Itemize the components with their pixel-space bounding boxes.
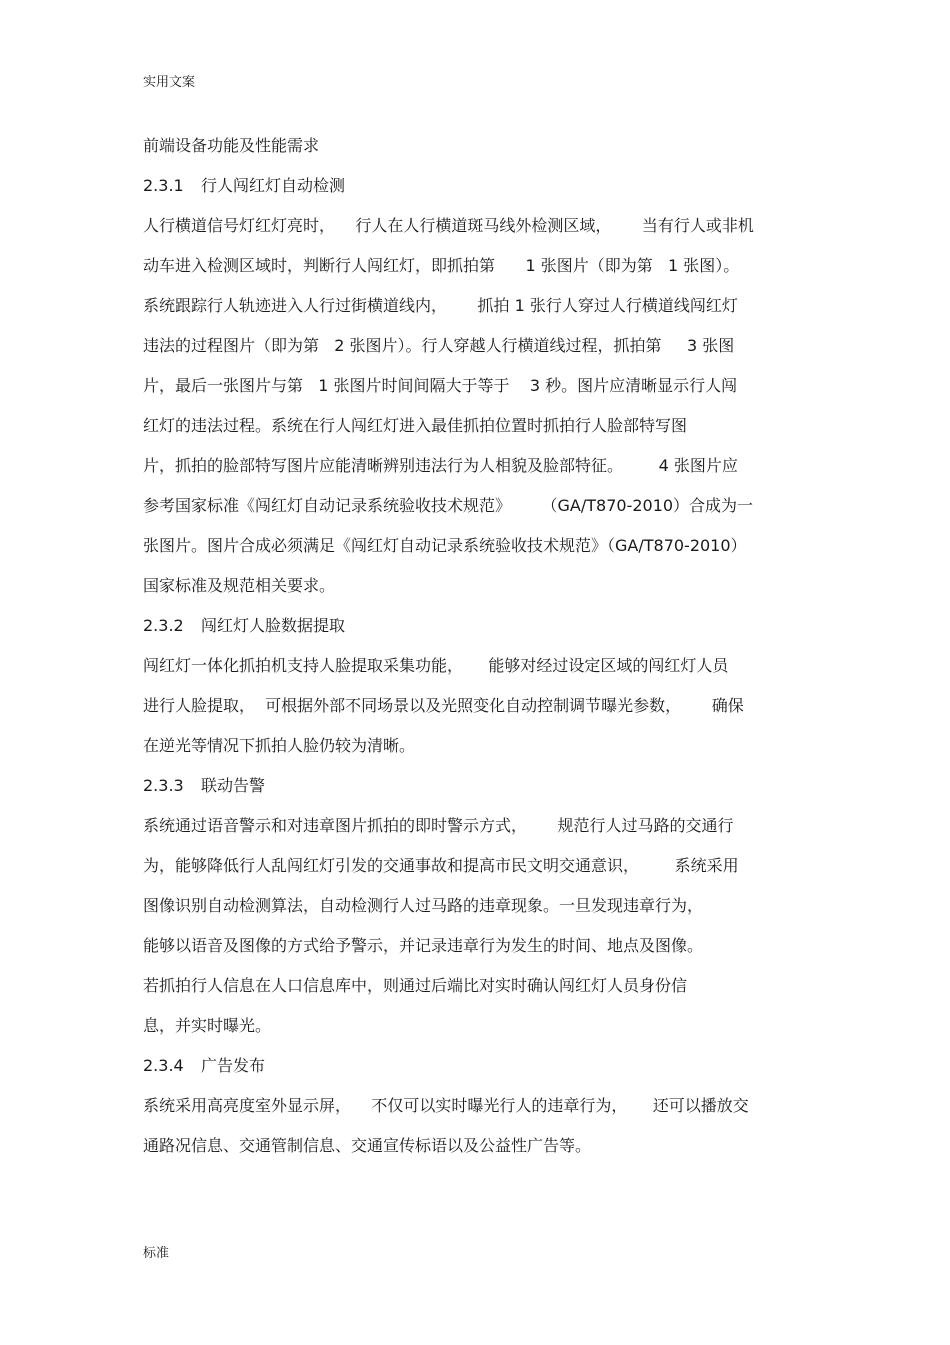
- paragraph-line: 图像识别自动检测算法，自动检测行人过马路的违章现象。一旦发现违章行为，: [143, 896, 704, 915]
- section-heading: [143, 166, 811, 206]
- section-number: 2.3.4: [143, 1056, 184, 1075]
- paragraph-line: 动车进入检测区域时，判断行人闯红灯，即抓拍第 1 张图片（即为第 1 张图）。: [143, 256, 740, 275]
- section-heading: [143, 766, 811, 806]
- section-title: 闯红灯人脸数据提取: [201, 616, 346, 635]
- page-header: 实用文案: [143, 75, 196, 90]
- sections-container: [143, 166, 811, 1166]
- section-heading: [143, 1046, 811, 1086]
- paragraph-line: 在逆光等情况下抓拍人脸仍较为清晰。: [143, 736, 416, 755]
- paragraph-line: 违法的过程图片（即为第 2 张图片）。行人穿越人行横道线过程，抓拍第 3 张图: [143, 336, 735, 355]
- paragraph-line: 系统跟踪行人轨迹进入人行过街横道线内， 抓拍 1 张行人穿过人行横道线闯红灯: [143, 296, 738, 315]
- paragraph-line: 国家标准及规范相关要求。: [143, 576, 336, 595]
- paragraph-line: 参考国家标准《闯红灯自动记录系统验收技术规范》 （GA/T870-2010）合成为一: [143, 496, 754, 515]
- paragraph-line: 若抓拍行人信息在人口信息库中，则通过后端比对实时确认闯红灯人员身份信: [143, 976, 688, 995]
- paragraph-line: 进行人脸提取， 可根据外部不同场景以及光照变化自动控制调节曝光参数， 确保: [143, 696, 744, 715]
- document-body: [143, 126, 811, 1166]
- section-heading: [143, 606, 811, 646]
- page-footer: 标准: [143, 1246, 170, 1261]
- paragraph-line: 为，能够降低行人乱闯红灯引发的交通事故和提高市民文明交通意识， 系统采用: [143, 856, 739, 875]
- paragraph-line: 人行横道信号灯红灯亮时， 行人在人行横道斑马线外检测区域， 当有行人或非机: [143, 216, 754, 235]
- paragraph-line: 闯红灯一体化抓拍机支持人脸提取采集功能， 能够对经过设定区域的闯红灯人员: [143, 656, 729, 675]
- paragraph-line: 息，并实时曝光。: [143, 1016, 272, 1035]
- section-number: 2.3.3: [143, 776, 184, 795]
- paragraph-line: 片，最后一张图片与第 1 张图片时间间隔大于等于 3 秒。图片应清晰显示行人闯: [143, 376, 738, 395]
- section-title: 联动告警: [201, 776, 266, 795]
- section-title: 行人闯红灯自动检测: [201, 176, 346, 195]
- paragraph-line: 通路况信息、交通管制信息、交通宣传标语以及公益性广告等。: [143, 1136, 592, 1155]
- document-title: 前端设备功能及性能需求: [143, 136, 320, 155]
- paragraph-line: 系统采用高亮度室外显示屏， 不仅可以实时曝光行人的违章行为， 还可以播放交: [143, 1096, 749, 1115]
- paragraph-line: 张图片。图片合成必须满足《闯红灯自动记录系统验收技术规范》（GA/T870-2010）: [143, 536, 747, 555]
- section-number: 2.3.2: [143, 616, 184, 635]
- paragraph-line: 系统通过语音警示和对违章图片抓拍的即时警示方式， 规范行人过马路的交通行: [143, 816, 734, 835]
- paragraph-line: 能够以语音及图像的方式给予警示，并记录违章行为发生的时间、地点及图像。: [143, 936, 704, 955]
- paragraph-line: 片，抓拍的脸部特写图片应能清晰辨别违法行为人相貌及脸部特征。 4 张图片应: [143, 456, 738, 475]
- paragraph-line: 红灯的违法过程。系统在行人闯红灯进入最佳抓拍位置时抓拍行人脸部特写图: [143, 416, 688, 435]
- section-number: 2.3.1: [143, 176, 184, 195]
- section-title: 广告发布: [201, 1056, 266, 1075]
